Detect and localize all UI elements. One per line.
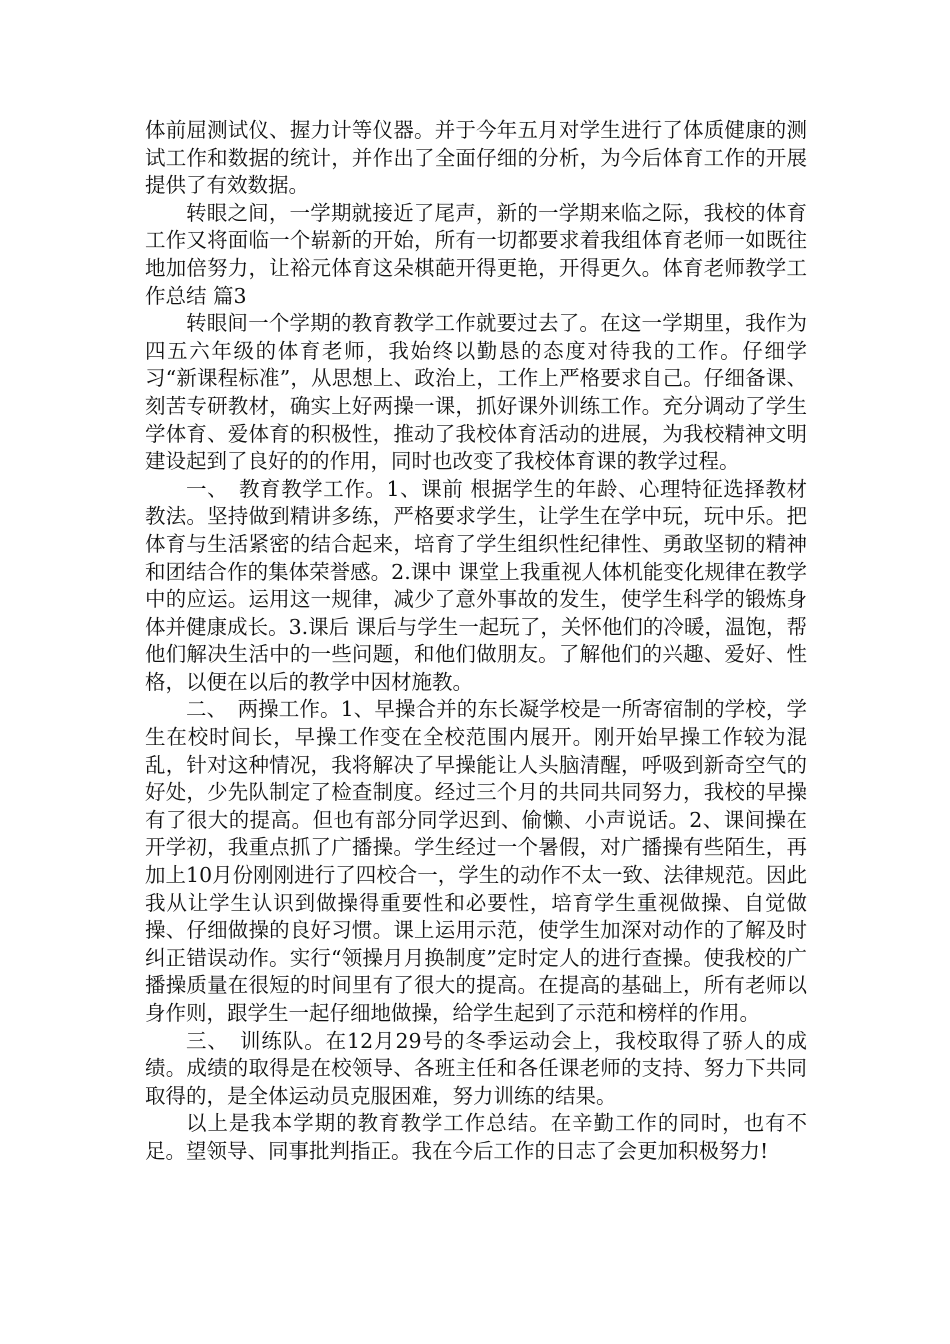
paragraph-3: 转眼间一个学期的教育教学工作就要过去了。在这一学期里，我作为四五六年级的体育老师，我始终以勤恳的态度对待我的工作。仔细学习“新课程标准”，从思想上、政治上，工作上严格要求自己。仔细备课、刻苦专研教材，确实上好两操一课，抓好课外训练工作。充分调动了学生学体育、爱体育的积极性，推动了我校体育活动的进展，为我校精神文明建设起到了良好的的作用，同时也改变了我校体育课的教学过程。 bbox=[145, 311, 807, 474]
paragraph-1: 体前屈测试仪、握力计等仪器。并于今年五月对学生进行了体质健康的测试工作和数据的统计，并作出了全面仔细的分析，为今后体育工作的开展提供了有效数据。 bbox=[145, 118, 807, 198]
paragraph-6: 三、 训练队。在12月29号的冬季运动会上，我校取得了骄人的成绩。成绩的取得是在校领导、各班主任和各任课老师的支持、努力下共同取得的，是全体运动员克服困难，努力训练的结果。 bbox=[145, 1028, 807, 1108]
paragraph-7: 以上是我本学期的教育教学工作总结。在辛勤工作的同时，也有不足。望领导、同事批判指正。我在今后工作的日志了会更加积极努力! bbox=[145, 1111, 807, 1163]
paragraph-4: 一、 教育教学工作。1、课前 根据学生的年龄、心理特征选择教材教法。坚持做到精讲多练，严格要求学生，让学生在学中玩，玩中乐。把体育与生活紧密的结合起来，培育了学生组织性纪律性、勇敢坚韧的精神和团结合作的集体荣誉感。2.课中 课堂上我重视人体机能变化规律在教学中的应运。运用这一规律，减少了意外事故的发生，使学生科学的锻炼身体并健康成长。3.课后 课后与学生一起玩了，关怀他们的冷暖，温饱，帮他们解决生活中的一些问题，和他们做朋友。了解他们的兴趣、爱好、性格，以便在以后的教学中因材施教。 bbox=[145, 476, 807, 694]
paragraph-2: 转眼之间，一学期就接近了尾声，新的一学期来临之际，我校的体育工作又将面临一个崭新的开始，所有一切都要求着我组体育老师一如既往地加倍努力，让裕元体育这朵棋葩开得更艳，开得更久。体育老师教学工作总结 篇3 bbox=[145, 200, 807, 308]
paragraph-5: 二、 两操工作。1、早操合并的东长凝学校是一所寄宿制的学校，学生在校时间长，早操工作变在全校范围内展开。刚开始早操工作较为混乱，针对这种情况，我将解决了早操能让人头脑清醒，呼吸到新奇空气的好处，少先队制定了检查制度。经过三个月的共同共同努力，我校的早操有了很大的提高。但也有部分同学迟到、偷懒、小声说话。2、课间操在开学初，我重点抓了广播操。学生经过一个暑假，对广播操有些陌生，再加上10月份刚刚进行了四校合一，学生的动作不太一致、法律规范。因此我从让学生认识到做操得重要性和必要性，培育学生重视做操、自觉做操、仔细做操的良好习惯。课上运用示范，使学生加深对动作的了解及时纠正错误动作。实行“领操月月换制度”定时定人的进行查操。使我校的广播操质量在很短的时间里有了很大的提高。在提高的基础上，所有老师以身作则，跟学生一起仔细地做操，给学生起到了示范和榜样的作用。 bbox=[145, 697, 807, 1025]
document-body bbox=[145, 117, 807, 1166]
